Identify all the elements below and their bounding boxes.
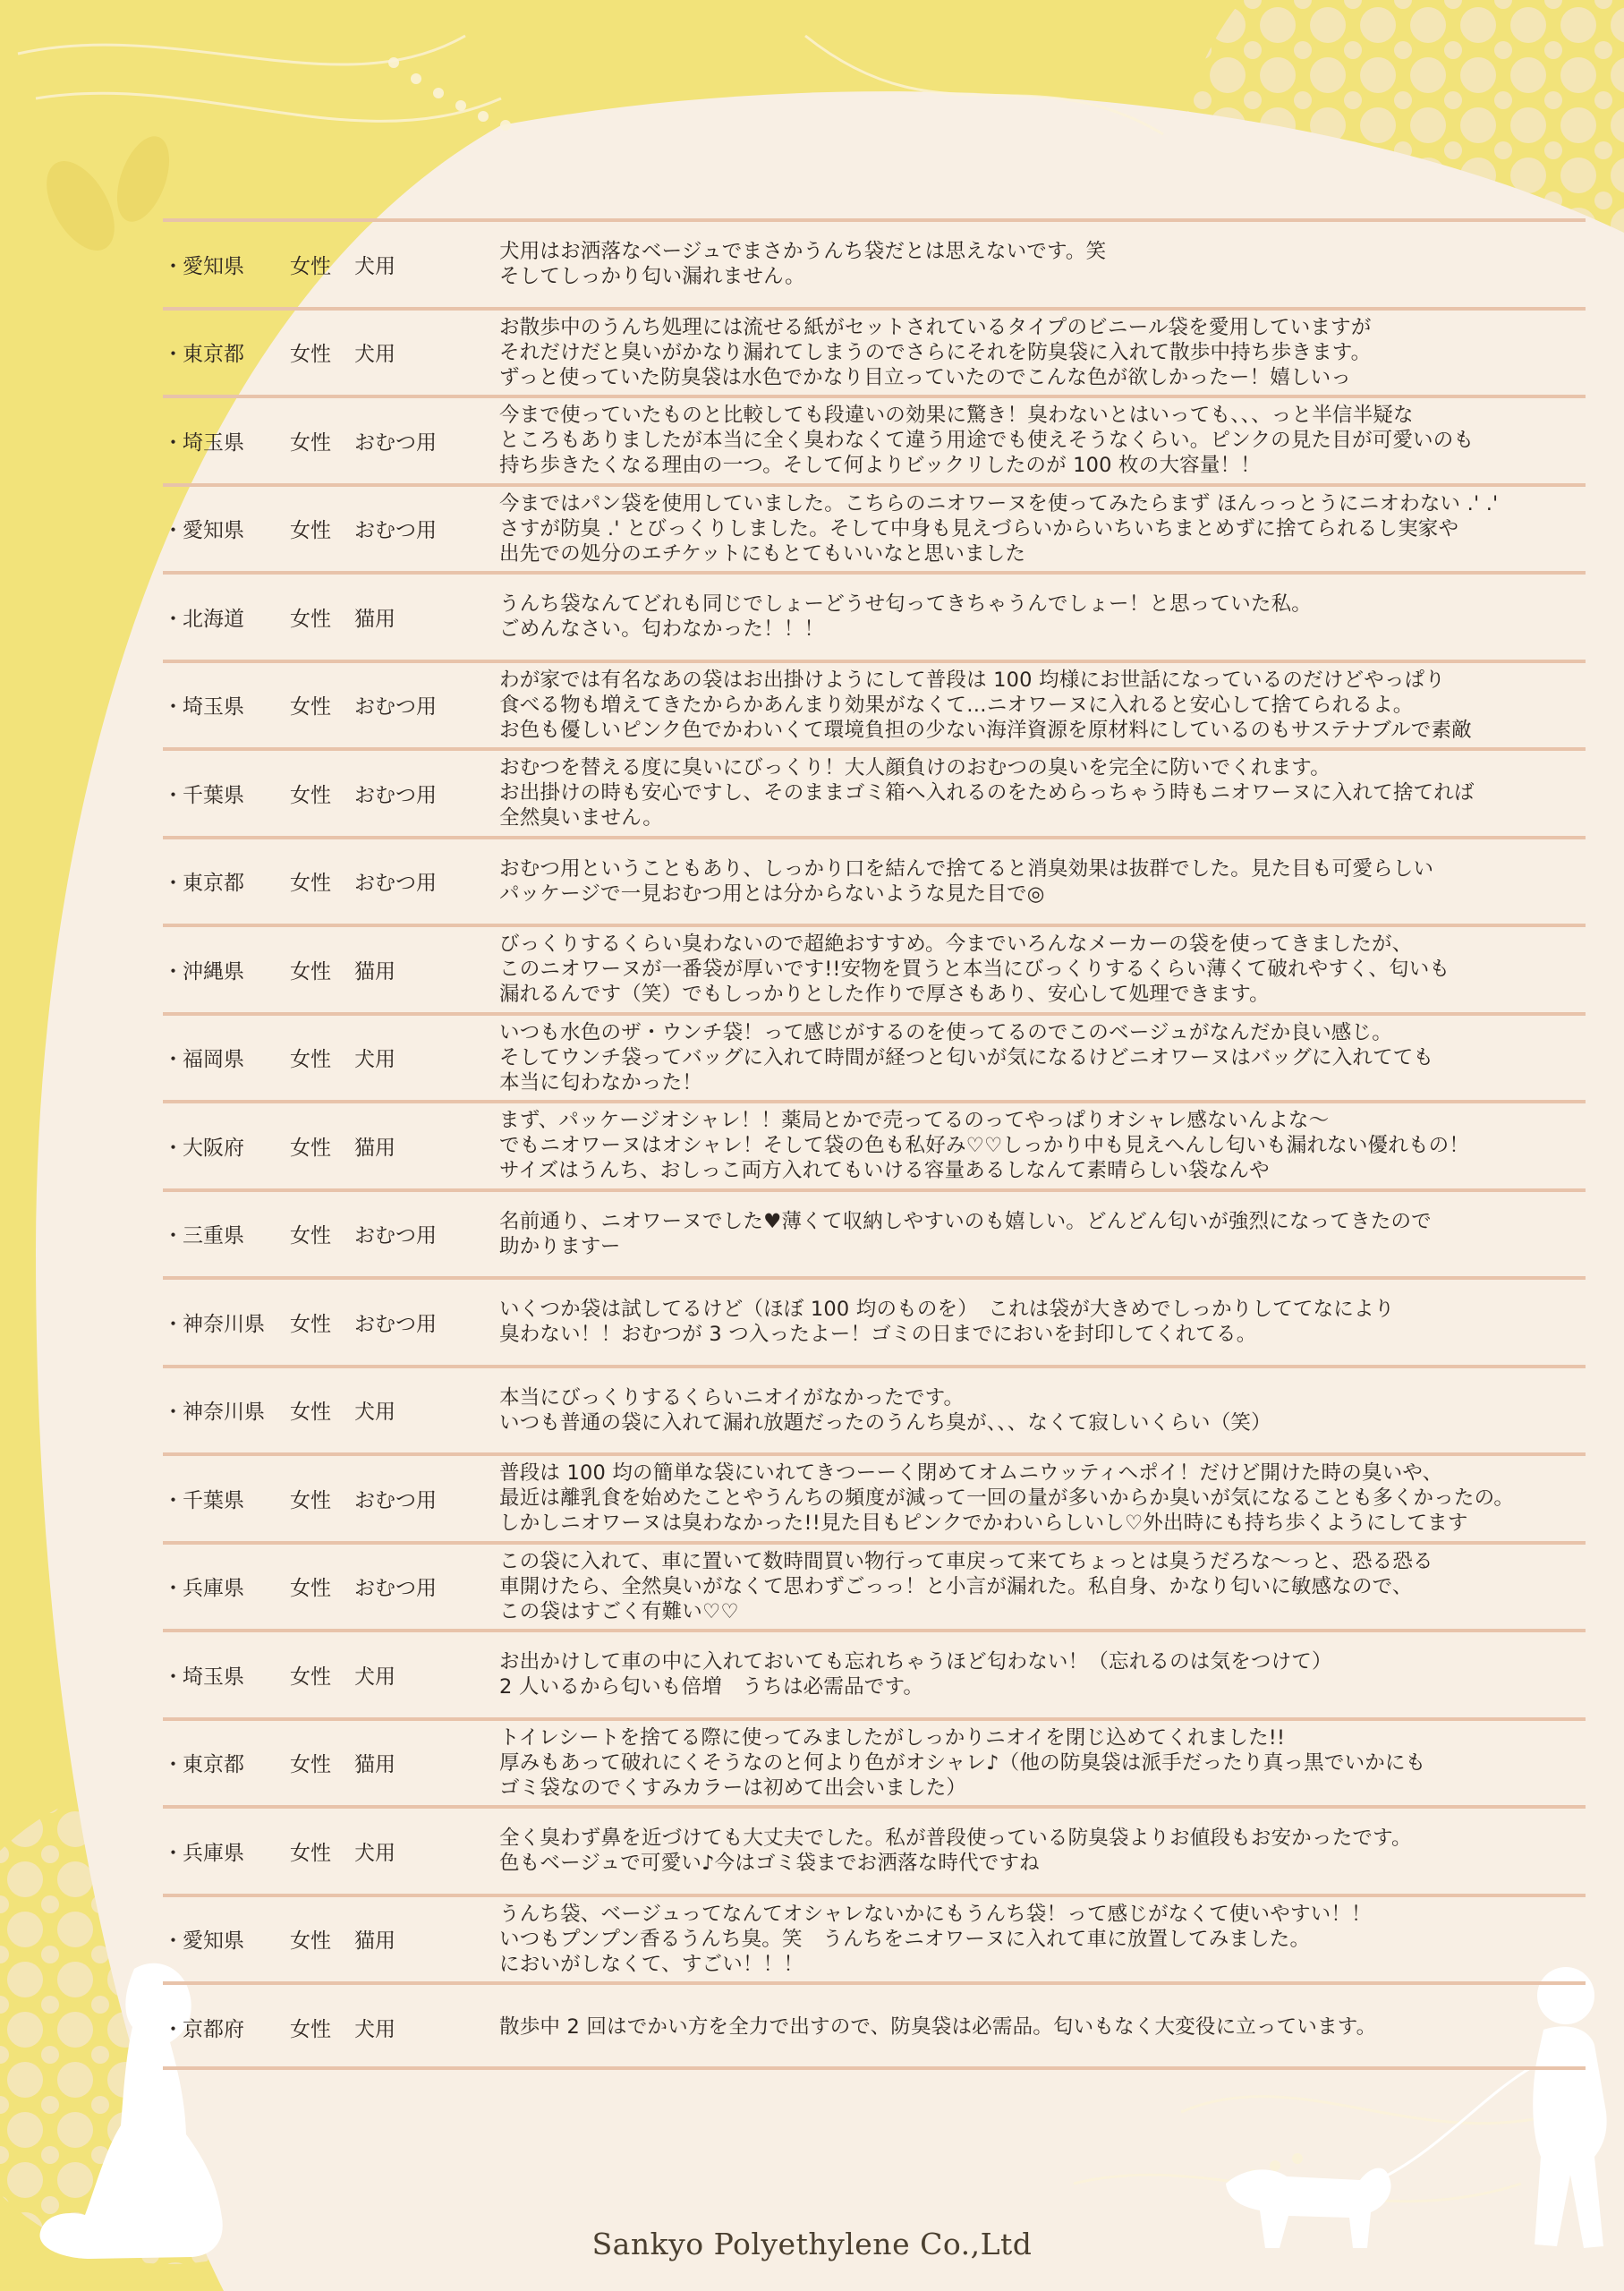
review-usage: おむつ用	[354, 695, 437, 719]
bullet-mark: ・	[163, 607, 183, 631]
review-comment-line: ゴミ袋なのでくすみカラーは初めて出会いました）	[499, 1776, 967, 1800]
review-gender: 女性	[290, 1577, 331, 1600]
review-comment	[499, 1632, 1600, 1716]
review-comment-line: うんち袋、ベージュってなんてオシャレないかにもうんち袋！って感じがなくて使いやすい！！	[499, 1902, 1372, 1926]
review-comment-line: まず、パッケージオシャレ！！薬局とかで売ってるのってやっぱりオシャレ感ないんよな〜	[499, 1109, 1330, 1132]
review-comment-line: 今まではパン袋を使用していました。こちらのニオワーヌを使ってみたらまず ほんっっとうにニオわない .' .'	[499, 491, 1499, 515]
review-comment-line: 厚みもあって破れにくそうなのと何より色がオシャレ♪（他の防臭袋は派手だったり真っ黒でいかにも	[499, 1750, 1426, 1775]
review-meta	[163, 839, 489, 924]
bullet-mark: ・	[163, 430, 183, 455]
review-row	[163, 836, 1586, 924]
review-prefecture: 神奈川県	[183, 1401, 265, 1424]
review-comment-line: パッケージで一見おむつ用とは分からないような見た目で◎	[499, 881, 1045, 906]
review-meta	[163, 487, 489, 571]
review-comment-line: 出先での処分のエチケットにもとてもいいなと思いました	[499, 541, 1026, 566]
review-prefecture: 京都府	[183, 2017, 244, 2041]
review-list	[163, 218, 1586, 2070]
review-prefecture: 福岡県	[183, 1048, 244, 1071]
review-comment-line: 2 人いるから匂いも倍増 うちは必需品です。	[499, 1675, 924, 1699]
company-name: Sankyo Polyethylene Co.,Ltd	[591, 2227, 1033, 2261]
bullet-mark: ・	[163, 1753, 183, 1776]
review-meta	[163, 222, 489, 306]
review-comment-line: いつも普通の袋に入れて漏れ放題だったのうんち臭が、、、なくて寂しいくらい（笑）	[499, 1410, 1271, 1435]
review-comment	[499, 1103, 1600, 1188]
review-meta	[163, 663, 489, 747]
review-comment-line: 名前通り、ニオワーヌでした♥薄くて収納しやすいのも嬉しい。どんどん匂いが強烈になってきたので	[499, 1209, 1432, 1233]
review-row	[163, 483, 1586, 572]
review-row	[163, 924, 1586, 1012]
review-comment-line: 色もベージュで可愛い♪今はゴミ袋までお洒落な時代ですね	[499, 1852, 1040, 1875]
bullet-mark: ・	[163, 1401, 183, 1424]
review-comment-line: お散歩中のうんち処理には流せる紙がセットされているタイプのビニール袋を愛用していますが	[499, 315, 1372, 339]
review-usage: おむつ用	[354, 1577, 437, 1600]
review-usage: おむつ用	[354, 519, 437, 542]
review-prefecture: 兵庫県	[183, 1841, 244, 1865]
review-row	[163, 1981, 1586, 2070]
review-comment-line: ところもありましたが本当に全く臭わなくて違う用途でも使えそうなくらい。ピンクの見た目が可愛いのも	[499, 429, 1475, 452]
review-comment-line: 食べる物も増えてきたからかあんまり効果がなくて…ニオワーヌに入れると安心して捨てられるよ。	[499, 693, 1414, 717]
review-usage: 猫用	[354, 607, 395, 631]
review-meta	[163, 1632, 489, 1716]
bullet-mark: ・	[163, 1312, 183, 1336]
review-meta	[163, 398, 489, 482]
review-comment-line: そしてしっかり匂い漏れません。	[499, 265, 805, 288]
review-comment-line: この袋に入れて、車に置いて数時間買い物行って車戻って来てちょっとは臭うだろな〜っと、恐る恐る	[499, 1549, 1433, 1573]
review-usage: おむつ用	[354, 783, 437, 807]
review-meta	[163, 1016, 489, 1100]
review-usage: 猫用	[354, 1136, 395, 1160]
review-comment-line: それだけだと臭いがかなり漏れてしまうのでさらにそれを防臭袋に入れて散歩中持ち歩きます。	[499, 340, 1372, 364]
review-gender: 女性	[290, 1224, 331, 1248]
bullet-mark: ・	[163, 254, 183, 278]
bullet-mark: ・	[163, 1929, 183, 1953]
review-prefecture: 大阪府	[183, 1136, 244, 1160]
review-comment	[499, 1368, 1600, 1452]
bullet-mark: ・	[163, 1577, 183, 1600]
review-row	[163, 307, 1586, 396]
review-row	[163, 660, 1586, 748]
review-meta	[163, 575, 489, 659]
review-row	[163, 1629, 1586, 1717]
review-comment-line: おむつを替える度に臭いにびっくり！大人顔負けのおむつの臭いを完全に防いでくれます。	[499, 756, 1331, 779]
review-usage: 犬用	[354, 1841, 395, 1865]
review-gender: 女性	[290, 519, 331, 542]
review-meta	[163, 311, 489, 395]
review-row	[163, 1717, 1586, 1806]
review-row	[163, 1188, 1586, 1277]
review-comment-line: そしてウンチ袋ってバッグに入れて時間が経つと匂いが気になるけどニオワーヌはバッグに入れてても	[499, 1045, 1434, 1069]
review-prefecture: 愛知県	[183, 254, 244, 278]
review-prefecture: 東京都	[183, 872, 244, 895]
review-comment-line: この袋はすごく有難い♡♡	[499, 1599, 739, 1623]
review-meta	[163, 1456, 489, 1540]
review-comment	[499, 1545, 1600, 1629]
review-gender: 女性	[290, 1929, 331, 1953]
bullet-mark: ・	[163, 2017, 183, 2041]
review-row	[163, 1541, 1586, 1630]
review-comment-line: わが家では有名なあの袋はお出掛けようにして普段は 100 均様にお世話になっているのだけどやっぱり	[499, 668, 1446, 692]
bullet-mark: ・	[163, 695, 183, 719]
review-comment-line: サイズはうんち、おしっこ両方入れてもいける容量あるしなんて素晴らしい袋なんや	[499, 1159, 1270, 1182]
review-gender: 女性	[290, 343, 331, 366]
bullet-mark: ・	[163, 1488, 183, 1512]
bullet-mark: ・	[163, 519, 183, 542]
review-row	[163, 395, 1586, 483]
review-row	[163, 1012, 1586, 1101]
review-comment-line: 全く臭わず鼻を近づけても大丈夫でした。私が普段使っている防臭袋よりお値段もお安かったです。	[499, 1827, 1412, 1850]
review-usage: 犬用	[354, 1401, 395, 1424]
review-row	[163, 571, 1586, 660]
review-comment-line: 漏れるんです（笑）でもしっかりとした作りで厚さもあり、安心して処理できます。	[499, 983, 1270, 1006]
bullet-mark: ・	[163, 959, 183, 984]
review-prefecture: 愛知県	[183, 519, 244, 542]
review-gender: 女性	[290, 1841, 331, 1865]
review-row	[163, 1894, 1586, 1982]
review-comment-line: ごめんなさい。匂わなかった！！！	[499, 617, 825, 641]
review-usage: 猫用	[354, 1753, 395, 1776]
review-gender: 女性	[290, 1401, 331, 1424]
review-meta	[163, 1545, 489, 1629]
review-gender: 女性	[290, 872, 331, 895]
review-comment-line: ずっと使っていた防臭袋は水色でかなり目立っていたのでこんな色が欲しかったー！嬉しいっ	[499, 365, 1352, 389]
review-prefecture: 北海道	[183, 607, 244, 631]
review-comment	[499, 575, 1600, 659]
review-gender: 女性	[290, 1048, 331, 1071]
bullet-mark: ・	[163, 1136, 183, 1160]
review-row	[163, 218, 1586, 307]
review-gender: 女性	[290, 1136, 331, 1160]
review-usage: おむつ用	[354, 872, 437, 895]
review-prefecture: 埼玉県	[183, 1665, 244, 1689]
review-prefecture: 東京都	[183, 1753, 244, 1776]
review-prefecture: 愛知県	[183, 1929, 244, 1953]
review-usage: おむつ用	[354, 1488, 437, 1512]
review-comment-line: いつもプンプン香るうんち臭。笑 うんちをニオワーヌに入れて車に放置してみました。	[499, 1927, 1311, 1951]
review-prefecture: 千葉県	[183, 1488, 244, 1512]
review-meta	[163, 1192, 489, 1276]
bullet-mark: ・	[163, 1665, 183, 1689]
review-comment	[499, 927, 1600, 1011]
bullet-mark: ・	[163, 783, 183, 807]
review-comment-line: 本当に匂わなかった！	[499, 1070, 703, 1094]
review-comment-line: 車開けたら、全然臭いがなくて思わずごっっ！と小言が漏れた。私自身、かなり匂いに敏感なので、	[499, 1574, 1413, 1598]
review-comment	[499, 398, 1600, 482]
review-meta	[163, 1368, 489, 1452]
review-comment-line: びっくりするくらい臭わないので超絶おすすめ。今までいろんなメーカーの袋を使ってきましたが、	[499, 933, 1413, 956]
review-meta	[163, 751, 489, 835]
bullet-mark: ・	[163, 1224, 183, 1248]
review-comment	[499, 1456, 1600, 1540]
review-row	[163, 747, 1586, 836]
review-comment-line: 散歩中 2 回はでかい方を全力で出すので、防臭袋は必需品。匂いもなく大変役に立っています。	[499, 2015, 1377, 2039]
review-comment-line: いつも水色のザ・ウンチ袋！って感じがするのを使ってるのでこのベージュがなんだか良い感じ。	[499, 1020, 1392, 1044]
review-comment	[499, 751, 1600, 835]
review-meta	[163, 1280, 489, 1364]
review-gender: 女性	[290, 430, 331, 455]
bullet-mark: ・	[163, 1841, 183, 1865]
review-meta	[163, 1985, 489, 2069]
review-prefecture: 兵庫県	[183, 1577, 244, 1600]
review-usage: おむつ用	[354, 430, 437, 455]
review-gender: 女性	[290, 1665, 331, 1689]
review-comment-line: このニオワーヌが一番袋が厚いです!!安物を買うと本当にびっくりするくらい薄くて破れやすく、匂いも	[499, 958, 1450, 981]
review-comment	[499, 663, 1600, 747]
review-usage: 猫用	[354, 1929, 395, 1953]
review-meta	[163, 1809, 489, 1893]
review-comment	[499, 1897, 1600, 1981]
review-gender: 女性	[290, 607, 331, 631]
review-gender: 女性	[290, 254, 331, 278]
review-comment-line: おむつ用ということもあり、しっかり口を結んで捨てると消臭効果は抜群でした。見た目も可愛らしい	[499, 856, 1434, 881]
review-usage: 犬用	[354, 1048, 395, 1071]
review-gender: 女性	[290, 959, 331, 984]
review-usage: 猫用	[354, 959, 395, 984]
review-prefecture: 三重県	[183, 1224, 244, 1248]
review-comment-line: 本当にびっくりするくらいニオイがなかったです。	[499, 1385, 965, 1410]
review-comment-line: 最近は離乳食を始めたことやうんちの頻度が減って一回の量が多いからか臭いが気になることも多くかったの。	[499, 1486, 1515, 1510]
review-row	[163, 1452, 1586, 1541]
review-gender: 女性	[290, 1312, 331, 1336]
review-comment-line: トイレシートを捨てる際に使ってみましたがしっかりニオイを閉じ込めてくれました!!	[499, 1725, 1286, 1750]
review-comment	[499, 1192, 1600, 1276]
review-prefecture: 東京都	[183, 343, 244, 366]
review-meta	[163, 1103, 489, 1188]
review-comment-line: さすが防臭 .' とびっくりしました。そして中身も見えづらいからいちいちまとめずに捨てられるし実家や	[499, 516, 1459, 541]
review-comment-line: 普段は 100 均の簡単な袋にいれてきつーーく閉めてオムニウッティヘポイ！だけど開けた時の臭いや、	[499, 1461, 1443, 1485]
review-meta	[163, 927, 489, 1011]
review-usage: おむつ用	[354, 1224, 437, 1248]
review-usage: 犬用	[354, 343, 395, 366]
review-comment	[499, 839, 1600, 924]
bullet-mark: ・	[163, 872, 183, 895]
review-gender: 女性	[290, 1753, 331, 1776]
review-row	[163, 1365, 1586, 1453]
review-prefecture: 千葉県	[183, 783, 244, 807]
review-comment-line: いくつか袋は試してるけど（ほぼ 100 均のものを） これは袋が大きめでしっかりしててなにより	[499, 1298, 1395, 1321]
review-meta	[163, 1721, 489, 1805]
review-prefecture: 神奈川県	[183, 1312, 265, 1336]
review-comment	[499, 1016, 1600, 1100]
review-comment-line: 犬用はお洒落なベージュでまさかうんち袋だとは思えないです。笑	[499, 240, 1107, 263]
review-comment	[499, 311, 1600, 395]
review-prefecture: 埼玉県	[183, 430, 244, 455]
bullet-mark: ・	[163, 343, 183, 366]
review-comment-line: 全然臭いません。	[499, 806, 663, 830]
review-comment-line: お色も優しいピンク色でかわいくて環境負担の少ない海洋資源を原材料にしているのもサステナブルで素敵	[499, 718, 1472, 742]
review-comment	[499, 1809, 1600, 1893]
review-comment	[499, 487, 1600, 571]
review-comment-line: でもニオワーヌはオシャレ！そして袋の色も私好み♡♡しっかり中も見えへんし匂いも漏れない優れもの！	[499, 1134, 1470, 1157]
review-gender: 女性	[290, 695, 331, 719]
review-comment	[499, 222, 1600, 306]
review-gender: 女性	[290, 783, 331, 807]
review-comment	[499, 1985, 1600, 2069]
review-prefecture: 埼玉県	[183, 695, 244, 719]
review-prefecture: 沖縄県	[183, 959, 244, 984]
review-comment-line: 臭わない！！おむつが 3 つ入ったよー！ゴミの日までにおいを封印してくれてる。	[499, 1323, 1257, 1346]
review-usage: 犬用	[354, 2017, 395, 2041]
review-comment-line: 持ち歩きたくなる理由の一つ。そして何よりビックリしたのが 100 枚の大容量！！	[499, 454, 1261, 477]
review-comment-line: お出かけして車の中に入れておいても忘れちゃうほど匂わない！（忘れるのは気をつけて）	[499, 1650, 1332, 1674]
review-comment-line: お出掛けの時も安心ですし、そのままゴミ箱へ入れるのをためらっちゃう時もニオワーヌに入れて捨てれば	[499, 781, 1475, 805]
review-comment-line: においがしなくて、すごい！！！	[499, 1952, 804, 1976]
review-gender: 女性	[290, 2017, 331, 2041]
review-usage: 犬用	[354, 1665, 395, 1689]
review-comment-line: 今まで使っていたものと比較しても段違いの効果に驚き！臭わないとはいっても、、、っと半信半疑な	[499, 404, 1414, 427]
review-usage: おむつ用	[354, 1312, 437, 1336]
review-comment	[499, 1721, 1600, 1805]
review-row	[163, 1805, 1586, 1894]
review-row	[163, 1276, 1586, 1365]
review-meta	[163, 1897, 489, 1981]
review-comment-line: うんち袋なんてどれも同じでしょーどうせ匂ってきちゃうんでしょー！と思っていた私。	[499, 592, 1313, 616]
review-comment	[499, 1280, 1600, 1364]
review-usage: 犬用	[354, 254, 395, 278]
bullet-mark: ・	[163, 1048, 183, 1071]
review-gender: 女性	[290, 1488, 331, 1512]
review-row	[163, 1100, 1586, 1188]
review-comment-line: 助かりますー	[499, 1234, 621, 1258]
review-comment-line: しかしニオワーヌは臭わなかった!!見た目もピンクでかわいらしいし♡外出時にも持ち歩くようにしてます	[499, 1512, 1468, 1535]
